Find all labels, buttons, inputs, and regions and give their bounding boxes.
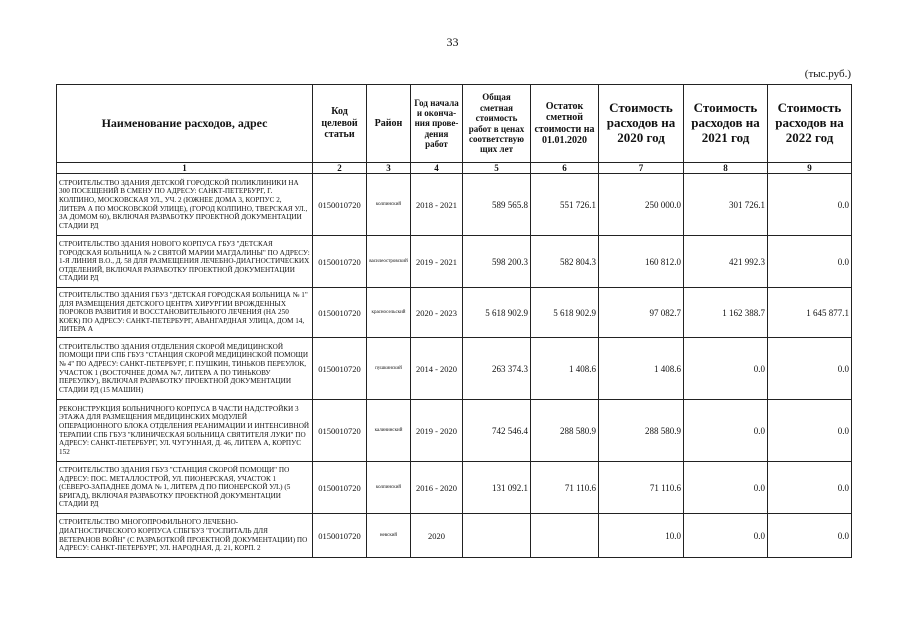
row-remaining: 1 408.6 <box>531 338 599 400</box>
header-years: Год начала и оконча-ния прове-дения работ <box>411 85 463 163</box>
row-name: СТРОИТЕЛЬСТВО ЗДАНИЯ ГБУЗ "ДЕТСКАЯ ГОРОДСКАЯ БОЛЬНИЦА № 1" ДЛЯ РАЗМЕЩЕНИЯ ДЕТСКОГО ЦЕНТРА ХИРУРГИИ ВРОЖДЕННЫХ ПОРОКОВ РАЗВИТИЯ И ВОССТАНОВИТЕЛЬНОГО ЛЕЧЕНИЯ (НА 250 КОЕК) ПО АДРЕСУ: САНКТ-ПЕТЕРБУРГ, АВАНГАРДНАЯ УЛИЦА, ДОМ 14, ЛИТЕРА А <box>57 288 313 338</box>
row-total <box>463 514 531 558</box>
row-district: пушкинский <box>367 338 411 400</box>
row-remaining: 5 618 902.9 <box>531 288 599 338</box>
row-cost-2020: 10.0 <box>599 514 684 558</box>
row-cost-2020: 1 408.6 <box>599 338 684 400</box>
row-cost-2022: 0.0 <box>768 236 852 288</box>
row-name: СТРОИТЕЛЬСТВО ЗДАНИЯ ОТДЕЛЕНИЯ СКОРОЙ МЕДИЦИНСКОЙ ПОМОЩИ ПРИ СПБ ГБУЗ "СТАНЦИЯ СКОРОЙ МЕДИЦИНСКОЙ ПОМОЩИ № 4" ПО АДРЕСУ: САНКТ-ПЕТЕРБУРГ, Г. ПУШКИН, ТИНЬКОВ ПЕРЕУЛОК, УЧАСТОК 1 (ВОСТОЧНЕЕ ДОМА №7, ЛИТЕРА А ПО ТИНЬКОВУ ПЕРЕУЛКУ), ВКЛЮЧАЯ РАЗРАБОТКУ ПРОЕКТНОЙ ДОКУМЕНТАЦИИ СТАДИИ РД (15 МАШИН) <box>57 338 313 400</box>
row-code: 0150010720 <box>313 462 367 514</box>
row-years: 2016 - 2020 <box>411 462 463 514</box>
table-row <box>57 462 852 514</box>
row-remaining: 551 726.1 <box>531 174 599 236</box>
header-total: Общая сметная стоимость работ в ценах соответствую щих лет <box>463 85 531 163</box>
expenses-table <box>56 84 852 558</box>
row-cost-2022: 1 645 877.1 <box>768 288 852 338</box>
row-cost-2020: 97 082.7 <box>599 288 684 338</box>
row-code: 0150010720 <box>313 174 367 236</box>
row-years: 2014 - 2020 <box>411 338 463 400</box>
header-cost-2021: Стоимость расходов на 2021 год <box>684 85 768 163</box>
header-cost-2022: Стоимость расходов на 2022 год <box>768 85 852 163</box>
column-number: 9 <box>768 163 852 174</box>
row-cost-2021: 0.0 <box>684 514 768 558</box>
column-number: 5 <box>463 163 531 174</box>
row-years: 2019 - 2020 <box>411 400 463 462</box>
row-district: калининский <box>367 400 411 462</box>
header-remaining: Остаток сметной стоимости на 01.01.2020 <box>531 85 599 163</box>
row-cost-2022: 0.0 <box>768 400 852 462</box>
row-remaining: 288 580.9 <box>531 400 599 462</box>
header-code: Код целевой статьи <box>313 85 367 163</box>
row-total: 589 565.8 <box>463 174 531 236</box>
table-row <box>57 338 852 400</box>
row-cost-2021: 421 992.3 <box>684 236 768 288</box>
row-district: колпинский <box>367 462 411 514</box>
row-total: 131 092.1 <box>463 462 531 514</box>
row-total: 5 618 902.9 <box>463 288 531 338</box>
column-number: 3 <box>367 163 411 174</box>
row-code: 0150010720 <box>313 236 367 288</box>
row-cost-2020: 160 812.0 <box>599 236 684 288</box>
column-number: 7 <box>599 163 684 174</box>
row-cost-2021: 0.0 <box>684 338 768 400</box>
row-cost-2022: 0.0 <box>768 338 852 400</box>
row-years: 2020 <box>411 514 463 558</box>
row-district: красносельский <box>367 288 411 338</box>
row-district: невский <box>367 514 411 558</box>
row-cost-2022: 0.0 <box>768 462 852 514</box>
row-years: 2018 - 2021 <box>411 174 463 236</box>
column-number: 1 <box>57 163 313 174</box>
page-number: 33 <box>446 35 459 49</box>
header-name: Наименование расходов, адрес <box>57 85 313 163</box>
header-district: Район <box>367 85 411 163</box>
column-number: 2 <box>313 163 367 174</box>
row-years: 2020 - 2023 <box>411 288 463 338</box>
row-cost-2021: 0.0 <box>684 400 768 462</box>
row-name: РЕКОНСТРУКЦИЯ БОЛЬНИЧНОГО КОРПУСА В ЧАСТИ НАДСТРОЙКИ 3 ЭТАЖА ДЛЯ РАЗМЕЩЕНИЯ МЕДИЦИНСКИХ МОДУЛЕЙ ОПЕРАЦИОННОГО БЛОКА ОТДЕЛЕНИЯ РЕАНИМАЦИИ И ИНТЕНСИВНОЙ ТЕРАПИИ СПБ ГБУЗ "КЛИНИЧЕСКАЯ БОЛЬНИЦА СВЯТИТЕЛЯ ЛУКИ" ПО АДРЕСУ: САНКТ-ПЕТЕРБУРГ, УЛ. ЧУГУННАЯ, Д. 46, ЛИТЕРА А, КОРПУС 152 <box>57 400 313 462</box>
column-number-row <box>57 163 852 174</box>
row-cost-2021: 301 726.1 <box>684 174 768 236</box>
row-total: 598 200.3 <box>463 236 531 288</box>
table-row <box>57 174 852 236</box>
header-cost-2020: Стоимость расходов на 2020 год <box>599 85 684 163</box>
column-number: 4 <box>411 163 463 174</box>
row-cost-2022: 0.0 <box>768 174 852 236</box>
row-code: 0150010720 <box>313 338 367 400</box>
table-row <box>57 514 852 558</box>
row-cost-2020: 250 000.0 <box>599 174 684 236</box>
table-row <box>57 400 852 462</box>
header-row <box>57 85 852 163</box>
table-row <box>57 288 852 338</box>
row-total: 742 546.4 <box>463 400 531 462</box>
row-total: 263 374.3 <box>463 338 531 400</box>
row-name: СТРОИТЕЛЬСТВО ЗДАНИЯ ДЕТСКОЙ ГОРОДСКОЙ ПОЛИКЛИНИКИ НА 300 ПОСЕЩЕНИЙ В СМЕНУ ПО АДРЕСУ: САНКТ-ПЕТЕРБУРГ, Г. КОЛПИНО, МОСКОВСКАЯ УЛ., УЧ. 2 (ЮЖНЕЕ ДОМА 3, КОРПУС 2, ЛИТЕРА А ПО МОСКОВСКОЙ УЛИЦЕ), (ГОРОД КОЛПИНО, ТВЕРСКАЯ УЛ., ЗА ДОМОМ 60), ВКЛЮЧАЯ РАЗРАБОТКУ ПРОЕКТНОЙ ДОКУМЕНТАЦИИ СТАДИИ РД <box>57 174 313 236</box>
row-name: СТРОИТЕЛЬСТВО ЗДАНИЯ НОВОГО КОРПУСА ГБУЗ "ДЕТСКАЯ ГОРОДСКАЯ БОЛЬНИЦА № 2 СВЯТОЙ МАРИИ МАГДАЛИНЫ" ПО АДРЕСУ: 1-Я ЛИНИЯ В.О., Д. 58 ДЛЯ РАЗМЕЩЕНИЯ ЛЕЧЕБНО-ДИАГНОСТИЧЕСКИХ ОТДЕЛЕНИЙ, ВКЛЮЧАЯ РАЗРАБОТКУ ПРОЕКТНОЙ ДОКУМЕНТАЦИИ СТАДИИ РД <box>57 236 313 288</box>
row-name: СТРОИТЕЛЬСТВО ЗДАНИЯ ГБУЗ "СТАНЦИЯ СКОРОЙ ПОМОЩИ" ПО АДРЕСУ: ПОС. МЕТАЛЛОСТРОЙ, УЛ. ПИОНЕРСКАЯ, УЧАСТОК 1 (СЕВЕРО-ЗАПАДНЕЕ ДОМА № 1, ЛИТЕРА Д ПО ПИОНЕРСКОЙ УЛ.) (5 БРИГАД), ВКЛЮЧАЯ РАЗРАБОТКУ ПРОЕКТНОЙ ДОКУМЕНТАЦИИ СТАДИИ РД <box>57 462 313 514</box>
row-code: 0150010720 <box>313 400 367 462</box>
column-number: 6 <box>531 163 599 174</box>
row-cost-2020: 288 580.9 <box>599 400 684 462</box>
row-name: СТРОИТЕЛЬСТВО МНОГОПРОФИЛЬНОГО ЛЕЧЕБНО-ДИАГНОСТИЧЕСКОГО КОРПУСА СПБГБУЗ "ГОСПИТАЛЬ ДЛЯ ВЕТЕРАНОВ ВОЙН" (С РАЗРАБОТКОЙ ПРОЕКТНОЙ ДОКУМЕНТАЦИИ) ПО АДРЕСУ: САНКТ-ПЕТЕРБУРГ, УЛ. НАРОДНАЯ, Д. 21, КОРП. 2 <box>57 514 313 558</box>
row-years: 2019 - 2021 <box>411 236 463 288</box>
row-district: колпинский <box>367 174 411 236</box>
table-row <box>57 236 852 288</box>
units-label: (тыс.руб.) <box>804 68 851 80</box>
row-code: 0150010720 <box>313 514 367 558</box>
row-remaining <box>531 514 599 558</box>
row-district: василеостровский <box>367 236 411 288</box>
row-cost-2022: 0.0 <box>768 514 852 558</box>
row-remaining: 71 110.6 <box>531 462 599 514</box>
row-cost-2020: 71 110.6 <box>599 462 684 514</box>
row-cost-2021: 1 162 388.7 <box>684 288 768 338</box>
row-code: 0150010720 <box>313 288 367 338</box>
column-number: 8 <box>684 163 768 174</box>
row-cost-2021: 0.0 <box>684 462 768 514</box>
row-remaining: 582 804.3 <box>531 236 599 288</box>
